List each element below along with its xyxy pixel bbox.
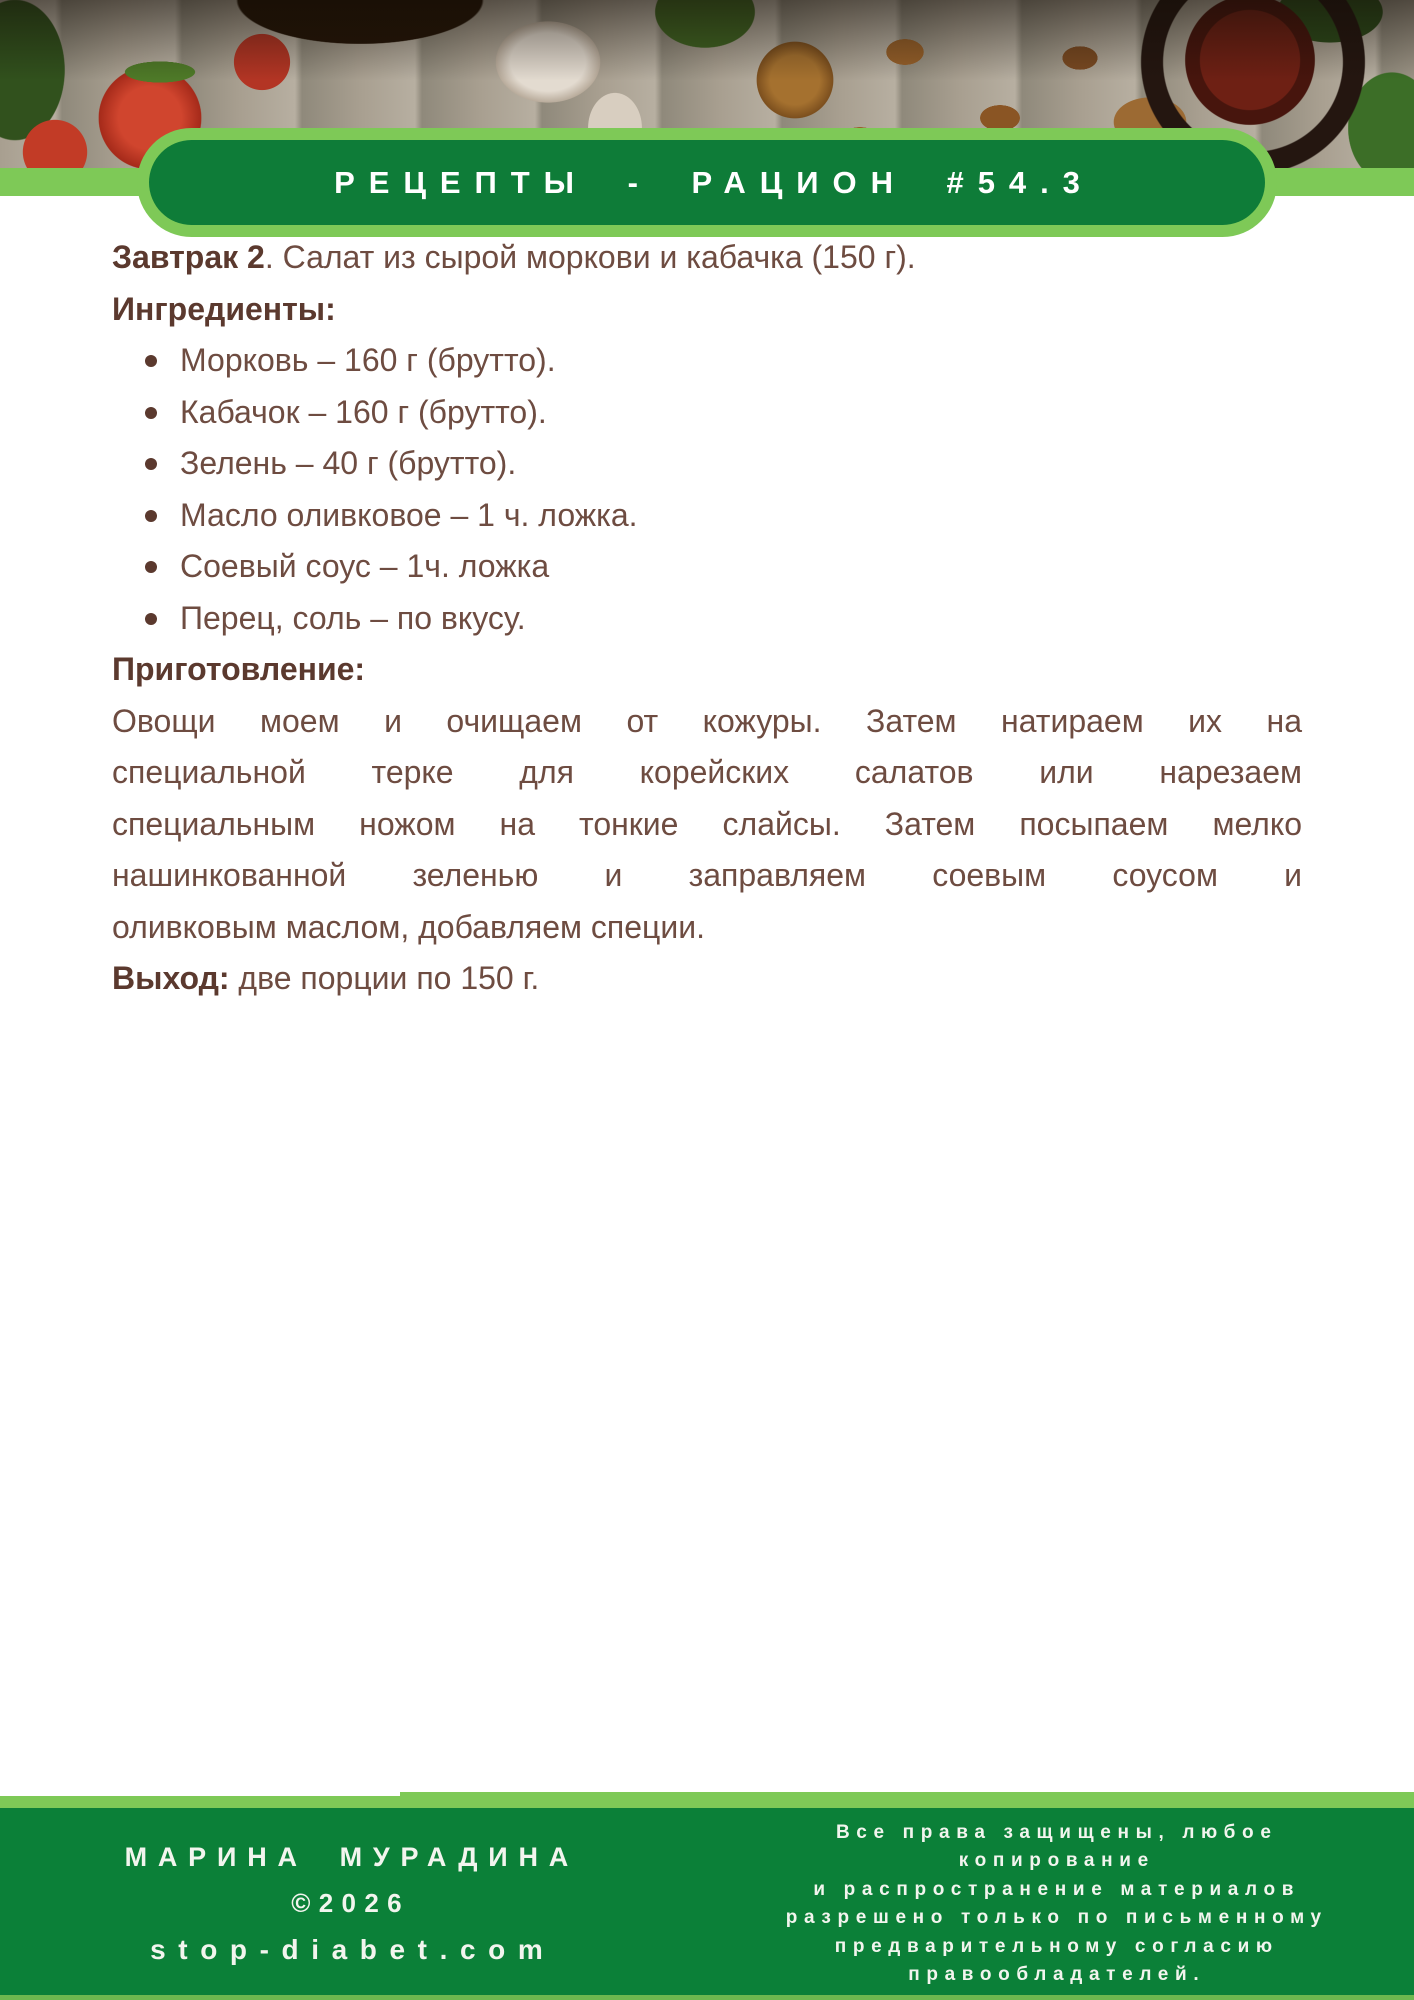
footer-green-strip-right	[400, 1792, 1414, 1808]
ingredient-item: Зелень – 40 г (брутто).	[112, 438, 1302, 490]
footer-rights-block	[693, 1819, 1414, 1990]
meal-title-line	[112, 232, 1302, 284]
preparation-line: специальным ножом на тонкие слайсы. Затем посыпаем мелко	[112, 805, 1302, 842]
banner-title: РЕЦЕПТЫ - РАЦИОН #54.3	[334, 164, 1094, 200]
rights-line: предварительному согласию	[834, 1935, 1279, 1957]
ingredients-list	[112, 335, 1302, 644]
meal-title-bold: Завтрак 2	[112, 239, 265, 275]
footer-author-block	[0, 1842, 693, 1966]
recipe-content	[112, 232, 1302, 1005]
preparation-line: нашинкованной зеленью и заправляем соевым соусом и	[112, 857, 1302, 893]
preparation-heading: Приготовление:	[112, 651, 366, 687]
footer-green-strip-left	[0, 1796, 400, 1808]
preparation-line: Овощи моем и очищаем от кожуры. Затем натираем их на	[112, 702, 1302, 739]
footer	[0, 1808, 1414, 2000]
footer-copyright: ©2026	[291, 1888, 410, 1918]
rights-line: Все права защищены, любое	[835, 1821, 1278, 1843]
yield-line	[112, 953, 1302, 1005]
rights-line: разрешено только по письменному	[785, 1907, 1328, 1928]
footer-author-name: МАРИНА МУРАДИНА	[124, 1842, 580, 1872]
preparation-line: оливковым маслом, добавляем специи.	[112, 908, 705, 945]
rights-line: копирование	[958, 1850, 1155, 1871]
ingredient-item: Масло оливковое – 1 ч. ложка.	[112, 490, 1302, 542]
banner-pill-inner	[149, 140, 1265, 225]
banner-pill	[137, 128, 1277, 237]
preparation-line: специальной терке для корейских салатов или нарезаем	[112, 754, 1302, 790]
footer-website: stop-diabet.com	[150, 1934, 556, 1965]
ingredient-item: Соевый соус – 1ч. ложка	[112, 541, 1302, 593]
meal-title-rest: . Салат из сырой моркови и кабачка (150 г).	[264, 239, 916, 275]
footer-bottom-strip	[0, 1995, 1414, 2000]
yield-value: две порции по 150 г.	[229, 960, 540, 996]
ingredient-item: Перец, соль – по вкусу.	[112, 593, 1302, 645]
yield-label: Выход:	[112, 960, 230, 996]
ingredient-item: Кабачок – 160 г (брутто).	[112, 387, 1302, 439]
ingredients-heading: Ингредиенты:	[112, 290, 336, 327]
rights-line: правообладателей.	[908, 1964, 1206, 1985]
rights-line: и распространение материалов	[813, 1878, 1301, 1900]
ingredient-item: Морковь – 160 г (брутто).	[112, 335, 1302, 387]
